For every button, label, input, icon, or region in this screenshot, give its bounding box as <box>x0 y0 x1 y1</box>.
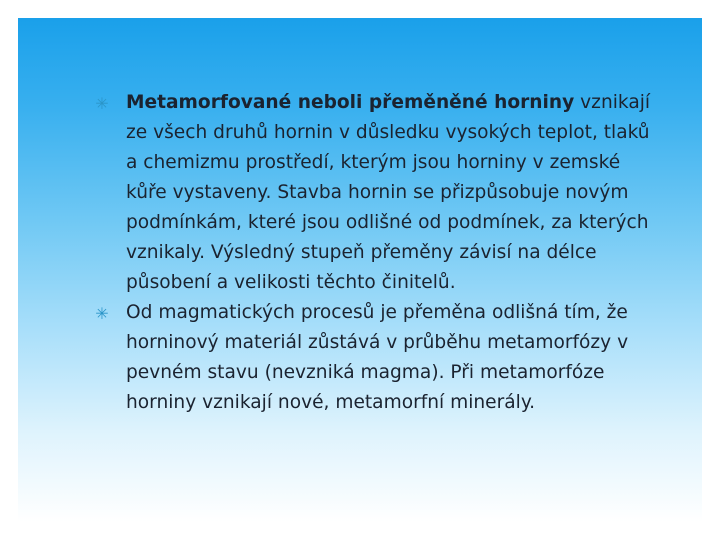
bullet-bold-text: Metamorfované neboli přeměněné horniny <box>126 92 575 113</box>
bullet-list <box>92 88 652 418</box>
asterisk-bullet-icon: ✳ <box>95 304 109 323</box>
bullet-item-metamorphic-definition <box>92 88 652 298</box>
asterisk-bullet-icon: ✳ <box>95 94 109 113</box>
bullet-text: Od magmatických procesů je přeměna odlišná tím, že horninový materiál zůstává v průběhu metamorfózy v pevném stavu (nevzniká magma). Při metamorfóze horniny vznikají nové, metamorfní minerály. <box>126 302 629 413</box>
bullet-item-magmatic-difference <box>92 298 652 418</box>
bullet-text: vznikají ze všech druhů hornin v důsledku vysokých teplot, tlaků a chemizmu prostředí, kterým jsou horniny v zemské kůře vystaveny. Stavba hornin se přizpůsobuje novým podmínkám, které jsou odlišné od podmínek, za kterých vznikaly. Výsledný stupeň přeměny závisí na délce působení a velikosti těchto činitelů. <box>126 92 651 293</box>
